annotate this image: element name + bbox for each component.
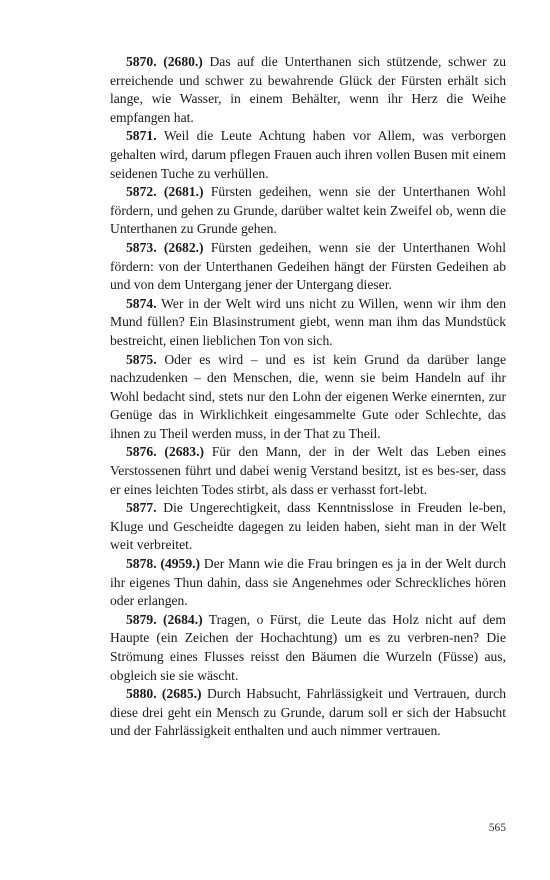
entry-text: Tragen, o Fürst, die Leute das Holz nicht auf dem Haupte (ein Zeichen der Hochachtung) um es zu verbren-nen? Die Strömung eines Flusses reisst den Bäumen die Wurzeln (Füsse) aus, obgleich sie sie wäscht. bbox=[110, 611, 507, 683]
entry-5879 bbox=[110, 611, 506, 685]
page-body bbox=[110, 53, 506, 741]
entry-5874 bbox=[110, 295, 506, 351]
entry-number: 5878. (4959.) bbox=[126, 556, 201, 572]
entry-number: 5877. bbox=[126, 500, 157, 516]
entry-number: 5879. (2684.) bbox=[126, 611, 203, 627]
entry-5875 bbox=[110, 351, 506, 444]
entry-text: Oder es wird – und es ist kein Grund da darüber lange nachzudenken – den Menschen, die, wenn sie beim Handeln auf ihr Wohl bedacht sind, stets nur den Lohn der eigenen Werke einernten, zur Genüge das in Wirklichkeit eingesammelte Gute oder Schlechte, das ihnen zu Theil werden muss, in der That zu Theil. bbox=[110, 351, 506, 441]
entry-text: Durch Habsucht, Fahrlässigkeit und Vertrauen, durch diese drei geht ein Mensch zu Grunde, darum soll er sich der Habsucht und der Fahrlässigkeit enthalten und auch nimmer vertrauen. bbox=[110, 686, 506, 739]
entry-number: 5871. bbox=[126, 128, 157, 144]
entry-text: Fürsten gedeihen, wenn sie der Unterthanen Wohl fördern: von der Unterthanen Gedeihen hängt der Fürsten Gedeihen ab und von dem Untergang jener der Untergang dieser. bbox=[110, 239, 506, 293]
entry-5876 bbox=[110, 443, 506, 499]
entry-5878 bbox=[110, 555, 506, 611]
entry-number: 5875. bbox=[126, 351, 157, 367]
page-number: 565 bbox=[488, 822, 506, 834]
entry-text: Für den Mann, der in der Welt das Leben eines Verstossenen führt und dabei wenig Verstand besitzt, ist es bes-ser, dass er eines leichten Todes stirbt, als dass er verhasst fort-lebt. bbox=[110, 444, 506, 497]
entry-5872 bbox=[110, 183, 506, 239]
entry-5877 bbox=[110, 499, 506, 555]
entry-text: Das auf die Unterthanen sich stützende, schwer zu erreichende und schwer zu bewahrende Glück der Fürsten erhält sich lange, wie Wasser, in einem Behälter, wenn ihr Herz die Weihe empfangen hat. bbox=[110, 54, 507, 125]
entry-text: Weil die Leute Achtung haben vor Allem, was verborgen gehalten wird, darum pflegen Frauen auch ihren vollen Busen mit einem seidenen Tuche zu verhüllen. bbox=[110, 128, 507, 181]
entry-text: Der Mann wie die Frau bringen es ja in der Welt durch ihr eigenes Thun dahin, dass sie Angenehmes oder Schreckliches hören oder erlangen. bbox=[110, 556, 507, 609]
entry-5870 bbox=[110, 53, 506, 127]
entry-5871 bbox=[110, 127, 506, 183]
entry-5873 bbox=[110, 239, 506, 295]
entry-number: 5876. (2683.) bbox=[126, 444, 205, 460]
entry-number: 5874. bbox=[126, 295, 157, 311]
entry-5880 bbox=[110, 685, 506, 741]
entry-number: 5880. (2685.) bbox=[126, 686, 202, 702]
entry-text: Wer in der Welt wird uns nicht zu Willen, wenn wir ihm den Mund füllen? Ein Blasinstrument giebt, wenn man ihm das Mundstück bestreicht, einen lieblichen Ton von sich. bbox=[110, 295, 506, 348]
entry-text: Die Ungerechtigkeit, dass Kenntnisslose in Freuden le-ben, Kluge und Gescheidte dagegen zu leiden haben, sieht man in der Welt weit verbreitet. bbox=[110, 500, 506, 553]
entry-text: Fürsten gedeihen, wenn sie der Unterthanen Wohl fördern, und gehen zu Grunde, darüber waltet kein Zweifel ob, wenn die Unterthanen zu Grunde gehen. bbox=[110, 184, 506, 237]
entry-number: 5873. (2682.) bbox=[126, 239, 204, 255]
entry-number: 5870. (2680.) bbox=[126, 54, 203, 69]
entry-number: 5872. (2681.) bbox=[126, 184, 204, 200]
